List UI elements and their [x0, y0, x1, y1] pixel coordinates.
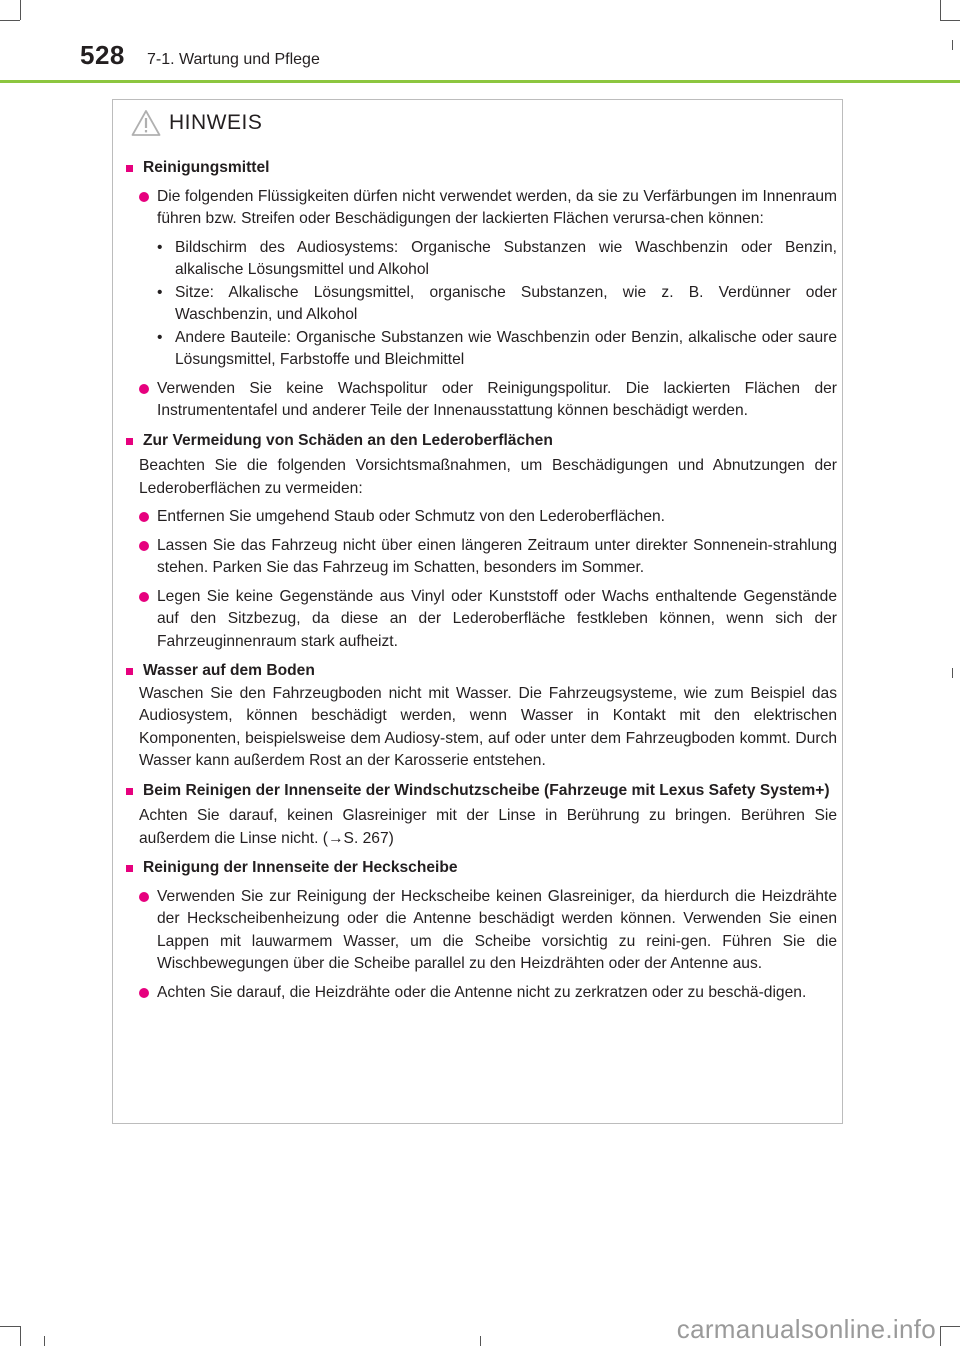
- section-heading: Zur Vermeidung von Schäden an den Lederoberflächen: [125, 430, 837, 453]
- round-bullet-icon: [139, 892, 149, 902]
- square-bullet-icon: [126, 438, 133, 445]
- round-bullet-icon: [139, 192, 149, 202]
- list-item: Achten Sie darauf, die Heizdrähte oder die Antenne nicht zu zerkratzen oder zu beschä-digen.: [125, 982, 837, 1005]
- sub-list-item: • Bildschirm des Audiosystems: Organische Substanzen wie Waschbenzin oder Benzin, alkalische Lösungsmittel und Alkohol: [157, 238, 837, 278]
- sub-list-item: • Andere Bauteile: Organische Substanzen wie Waschbenzin oder Benzin, alkalische oder saure Lösungsmittel, Farbstoffe und Bleichmittel: [157, 328, 837, 368]
- section-heading: Reinigungsmittel: [125, 157, 837, 180]
- section-paragraph: Waschen Sie den Fahrzeugboden nicht mit Wasser. Die Fahrzeugsysteme, wie zum Beispiel das Audiosystem, können beschädigt werden, wenn Wasser in Kontakt mit den elektrischen Komponenten, beispielsweise dem Audiosy-stem, auf oder unter dem Fahrzeugboden kommt. Durch Wasser kann außerdem Rost an der Karosserie entstehen.: [139, 684, 837, 769]
- crop-mark: [20, 0, 21, 20]
- chapter-title: 7-1. Wartung und Pflege: [147, 51, 320, 68]
- crop-mark: [940, 0, 941, 20]
- square-bullet-icon: [126, 668, 133, 675]
- sub-list: [125, 237, 837, 372]
- crop-mark: [940, 1326, 960, 1327]
- section-heading: Reinigung der Innenseite der Heckscheibe: [125, 857, 837, 880]
- round-bullet-icon: [139, 988, 149, 998]
- crop-mark: [0, 20, 20, 21]
- header-rule: [0, 80, 960, 83]
- round-bullet-icon: [139, 512, 149, 522]
- crop-mark: [940, 20, 960, 21]
- section-water: [125, 660, 837, 773]
- notice-header: [131, 108, 262, 138]
- section-cleaning-agents: [125, 157, 837, 423]
- list-item: Entfernen Sie umgehend Staub oder Schmutz von den Lederoberflächen.: [125, 506, 837, 529]
- crop-mark: [952, 668, 953, 678]
- square-bullet-icon: [126, 788, 133, 795]
- section-paragraph: Beachten Sie die folgenden Vorsichtsmaßnahmen, um Beschädigungen und Abnutzungen der Lederoberflächen zu vermeiden:: [139, 457, 837, 497]
- crop-mark: [44, 1336, 45, 1346]
- crop-mark: [20, 1326, 21, 1346]
- section-rear-window: [125, 857, 837, 1004]
- notice-title: HINWEIS: [169, 111, 263, 134]
- round-bullet-icon: [139, 592, 149, 602]
- section-heading: Beim Reinigen der Innenseite der Windschutzscheibe (Fahrzeuge mit Lexus Safety System+): [125, 780, 837, 803]
- page-number: 528: [80, 40, 125, 70]
- warning-triangle-icon: [131, 109, 161, 137]
- list-item: Die folgenden Flüssigkeiten dürfen nicht verwendet werden, da sie zu Verfärbungen im Innenraum führen bzw. Streifen oder Beschädigungen der lackierten Flächen verursa-chen können:: [125, 186, 837, 231]
- notice-box: [112, 99, 843, 1124]
- sub-list-item: • Sitze: Alkalische Lösungsmittel, organische Substanzen, wie z. B. Verdünner oder Waschbenzin, und Alkohol: [157, 283, 837, 323]
- crop-mark: [940, 1326, 941, 1346]
- list-item: Legen Sie keine Gegenstände aus Vinyl oder Kunststoff oder Wachs enthaltende Gegenstände auf den Sitzbezug, da diese an der Lederoberfläche festkleben können, wenn sich der Fahrzeuginnenraum stark aufheizt.: [125, 586, 837, 654]
- notice-content: [125, 157, 837, 1011]
- list-item: Verwenden Sie keine Wachspolitur oder Reinigungspolitur. Die lackierten Flächen der Instrumententafel und anderer Teile der Innenausstattung können beschädigt werden.: [125, 378, 837, 423]
- round-bullet-icon: [139, 384, 149, 394]
- crop-mark: [480, 1336, 481, 1346]
- round-bullet-icon: [139, 541, 149, 551]
- section-heading: Wasser auf dem Boden: [125, 660, 837, 683]
- watermark: carmanualsonline.info: [676, 1314, 936, 1344]
- square-bullet-icon: [126, 165, 133, 172]
- list-item: Verwenden Sie zur Reinigung der Heckscheibe keinen Glasreiniger, da hierdurch die Heizdrähte der Heckscheibenheizung oder die Antenne beschädigt werden können. Verwenden Sie einen Lappen mit lauwarmem Wasser, um die Scheibe vorsichtig zu reini-gen. Führen Sie die Wischbewegungen über die Scheibe parallel zu den Heizdrähten oder der Antenne aus.: [125, 886, 837, 976]
- list-item: Lassen Sie das Fahrzeug nicht über einen längeren Zeitraum unter direkter Sonnenein-strahlung stehen. Parken Sie das Fahrzeug im Schatten, besonders im Sommer.: [125, 535, 837, 580]
- section-leather: [125, 430, 837, 654]
- section-windshield: [125, 780, 837, 851]
- section-paragraph: Achten Sie darauf, keinen Glasreiniger mit der Linse in Berührung zu bringen. Berühren Sie außerdem die Linse nicht. (→S. 267): [139, 807, 837, 847]
- crop-mark: [0, 1326, 20, 1327]
- crop-mark: [952, 40, 953, 50]
- square-bullet-icon: [126, 865, 133, 872]
